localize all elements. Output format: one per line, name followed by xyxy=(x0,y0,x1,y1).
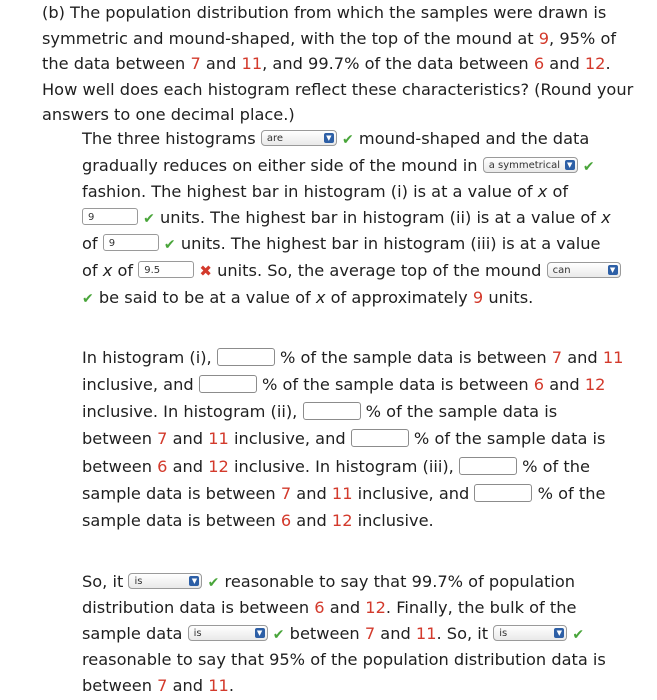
histogram-iii-peak-input[interactable]: 9.5 xyxy=(138,261,194,278)
p3-line-4: reasonable to say that 95% of the population distribution data is xyxy=(82,650,606,669)
chevron-down-icon: ▼ xyxy=(565,160,575,170)
p2-line-1: In histogram (i), % of the sample data is between 7 and 11 xyxy=(82,348,624,367)
symmetry-dropdown[interactable]: a symmetrical ▼ xyxy=(483,157,578,173)
p1-line-7: ✔ be said to be at a value of x of approximately 9 units. xyxy=(82,288,534,307)
p2-line-4: between 7 and 11 inclusive, and % of the sample data is xyxy=(82,429,606,448)
reasonable-95-dropdown[interactable]: is ▼ xyxy=(493,625,567,641)
p2-line-2: inclusive, and % of the sample data is between 6 and 12 xyxy=(82,375,606,394)
question-line-1: (b) The population distribution from which the samples were drawn is xyxy=(42,3,607,22)
chevron-down-icon: ▼ xyxy=(608,265,618,275)
bulk-sample-dropdown[interactable]: is ▼ xyxy=(188,625,268,641)
p1-line-4: 9 ✔ units. The highest bar in histogram (ii) is at a value of x xyxy=(82,208,657,227)
question-line-3: the data between 7 and 11, and 99.7% of the data between 6 and 12. xyxy=(42,54,611,74)
hist-iii-7-11-percent-input[interactable] xyxy=(459,457,517,475)
chevron-down-icon: ▼ xyxy=(554,628,564,638)
check-icon: ✔ xyxy=(143,211,155,227)
p2-line-3: inclusive. In histogram (ii), % of the sample data is xyxy=(82,402,558,421)
mound-top-can-dropdown[interactable]: can ▼ xyxy=(547,262,621,278)
histograms-shape-dropdown[interactable]: are ▼ xyxy=(261,130,337,146)
p2-line-7: sample data is between 6 and 12 inclusive. xyxy=(82,511,434,530)
reasonable-99-dropdown[interactable]: is ▼ xyxy=(128,573,202,589)
histogram-i-peak-input[interactable]: 9 xyxy=(82,208,138,225)
hist-ii-6-12-percent-input[interactable] xyxy=(351,429,409,447)
question-line-4: How well does each histogram reflect these characteristics? (Round your xyxy=(42,79,634,99)
p3-line-1: So, it is ▼ ✔ reasonable to say that 99.7% of population xyxy=(82,572,576,591)
check-icon: ✔ xyxy=(572,627,585,643)
check-icon: ✔ xyxy=(82,291,94,307)
question-line-2: symmetric and mound-shaped, with the top of the mound at 9, 95% of xyxy=(42,28,617,48)
p2-line-5: between 6 and 12 inclusive. In histogram (iii), % of the xyxy=(82,457,590,476)
p1-line-3: fashion. The highest bar in histogram (i) is at a value of x of xyxy=(82,182,569,201)
chevron-down-icon: ▼ xyxy=(255,628,265,638)
p3-line-5: between 7 and 11. xyxy=(82,676,234,695)
chevron-down-icon: ▼ xyxy=(189,576,199,586)
p1-line-5: of 9 ✔ units. The highest bar in histogram (iii) is at a value xyxy=(82,234,601,253)
p1-line-1: The three histograms are ▼ ✔ mound-shaped and the data xyxy=(82,129,590,148)
histogram-ii-peak-input[interactable]: 9 xyxy=(103,234,159,251)
chevron-down-icon: ▼ xyxy=(324,133,334,143)
p2-line-6: sample data is between 7 and 11 inclusive, and % of the xyxy=(82,484,606,503)
check-icon: ✔ xyxy=(272,627,285,643)
p3-line-3: sample data is ▼ ✔ between 7 and 11. So, it is ▼ ✔ xyxy=(82,624,585,643)
check-icon: ✔ xyxy=(582,159,595,175)
question-line-5: answers to one decimal place.) xyxy=(42,105,295,125)
p1-line-6: of x of 9.5 ✖ units. So, the average top of the mound can ▼ xyxy=(82,261,657,280)
question-text xyxy=(42,0,654,128)
check-icon: ✔ xyxy=(342,132,354,148)
cross-icon: ✖ xyxy=(199,262,212,280)
hist-iii-6-12-percent-input[interactable] xyxy=(474,484,532,502)
check-icon: ✔ xyxy=(163,237,176,253)
hist-ii-7-11-percent-input[interactable] xyxy=(303,402,361,420)
hist-i-7-11-percent-input[interactable] xyxy=(217,348,275,366)
check-icon: ✔ xyxy=(207,575,220,591)
hist-i-6-12-percent-input[interactable] xyxy=(199,375,257,393)
p1-line-2: gradually reduces on either side of the mound in a symmetrical ▼ ✔ xyxy=(82,156,595,175)
p3-line-2: distribution data is between 6 and 12. Finally, the bulk of the xyxy=(82,598,577,617)
